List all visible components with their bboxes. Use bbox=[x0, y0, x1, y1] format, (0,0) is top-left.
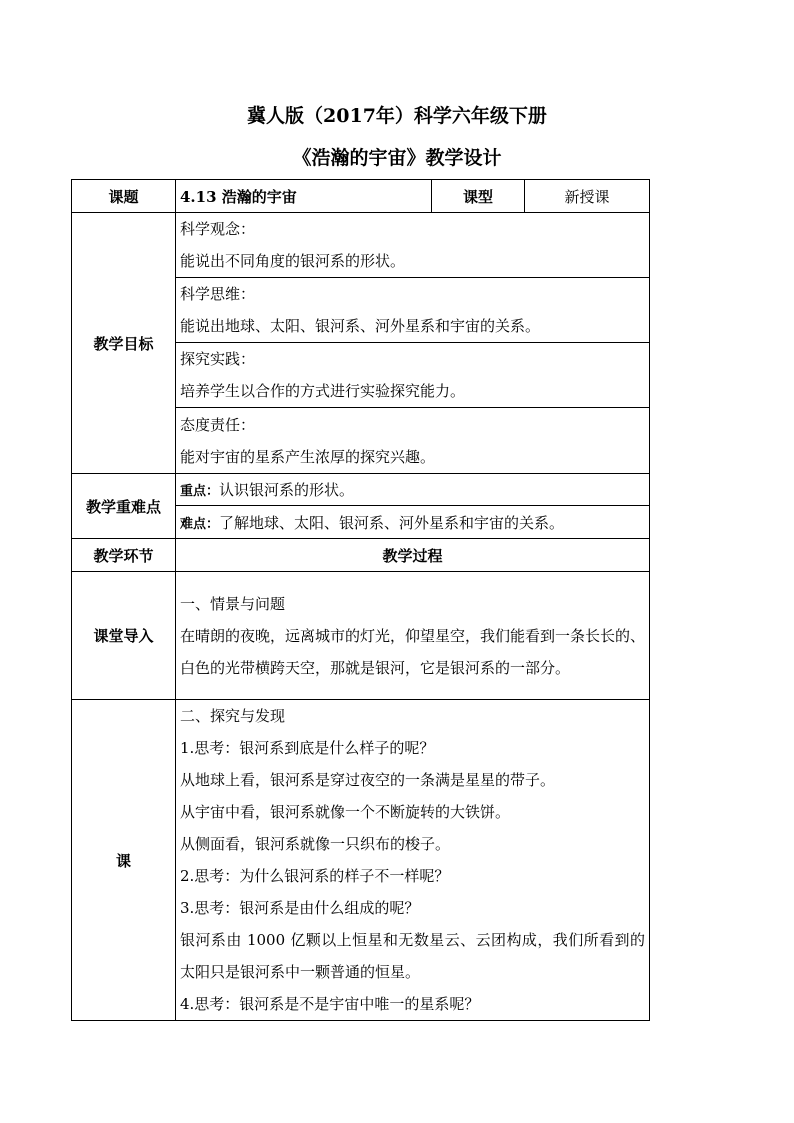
process-header-row bbox=[72, 539, 650, 572]
difficulty-cell bbox=[176, 506, 650, 539]
lesson-line: 3.思考：银河系是由什么组成的呢？ bbox=[180, 899, 420, 917]
lesson-line: 从宇宙中看，银河系就像一个不断旋转的大铁饼。 bbox=[180, 803, 511, 821]
lesson-paragraph: 银河系由 1000 亿颗以上恒星和无数星云、云团构成，我们所看到的太阳只是银河系中一颗普通的恒星。 bbox=[180, 931, 645, 981]
objective-text: 能对宇宙的星系产生浓厚的探究兴趣。 bbox=[180, 447, 436, 466]
objective-text: 培养学生以合作的方式进行实验探究能力。 bbox=[180, 382, 466, 400]
lesson-line: 从地球上看，银河系是穿过夜空的一条满是星星的带子。 bbox=[180, 771, 556, 789]
stage-header: 教学环节 bbox=[72, 539, 176, 572]
difficulty-text: 了解地球、太阳、银河系、河外星系和宇宙的关系。 bbox=[219, 513, 565, 532]
intro-text: 在晴朗的夜晚，远离城市的灯光，仰望星空，我们能看到一条长长的、白色的光带横跨天空，那就是银河，它是银河系的一部分。 bbox=[180, 626, 646, 677]
topic-label: 课题 bbox=[72, 180, 176, 213]
objective-cell bbox=[176, 278, 650, 343]
lesson-line: 二、探究与发现 bbox=[180, 707, 286, 725]
lesson-line: 2.思考：为什么银河系的样子不一样呢？ bbox=[180, 867, 450, 885]
objectives-label: 教学目标 bbox=[72, 213, 176, 474]
objective-heading: 科学思维： bbox=[180, 285, 256, 303]
lesson-line: 1.思考：银河系到底是什么样子的呢？ bbox=[180, 739, 435, 757]
focus-row bbox=[72, 474, 650, 506]
type-label: 课型 bbox=[432, 180, 525, 213]
lesson-plan-table bbox=[71, 179, 650, 1021]
document-title: 冀人版（2017年）科学六年级下册 bbox=[247, 105, 547, 127]
focus-label: 重点： bbox=[180, 484, 220, 499]
lesson-line: 4.思考：银河系是不是宇宙中唯一的星系呢？ bbox=[180, 995, 480, 1013]
focus-cell bbox=[176, 474, 650, 506]
topic-row bbox=[72, 180, 650, 213]
topic-value: 4.13 浩瀚的宇宙 bbox=[176, 180, 432, 213]
focus-text: 认识银河系的形状。 bbox=[219, 481, 355, 499]
objective-row bbox=[72, 213, 650, 278]
key-points-label: 教学重难点 bbox=[72, 474, 176, 539]
lesson-row bbox=[72, 700, 650, 1021]
intro-label: 课堂导入 bbox=[72, 572, 176, 700]
objective-text: 能说出不同角度的银河系的形状。 bbox=[180, 252, 406, 270]
objective-cell bbox=[176, 343, 650, 408]
difficulty-label: 难点： bbox=[180, 516, 220, 532]
objective-heading: 态度责任： bbox=[180, 415, 256, 434]
lesson-cell bbox=[176, 700, 650, 1021]
objective-cell bbox=[176, 213, 650, 278]
process-header: 教学过程 bbox=[176, 539, 650, 572]
objective-text: 能说出地球、太阳、银河系、河外星系和宇宙的关系。 bbox=[180, 317, 541, 335]
intro-cell bbox=[176, 572, 650, 700]
intro-row bbox=[72, 572, 650, 700]
objective-heading: 探究实践： bbox=[180, 350, 256, 368]
objective-heading: 科学观念： bbox=[180, 220, 256, 238]
lesson-line: 从侧面看，银河系就像一只织布的梭子。 bbox=[180, 835, 451, 853]
document-subtitle: 《浩瀚的宇宙》教学设计 bbox=[292, 147, 502, 169]
objective-cell bbox=[176, 408, 650, 474]
lesson-label: 课 bbox=[72, 700, 176, 1021]
intro-heading: 一、情景与问题 bbox=[180, 594, 286, 613]
type-value: 新授课 bbox=[525, 180, 650, 213]
